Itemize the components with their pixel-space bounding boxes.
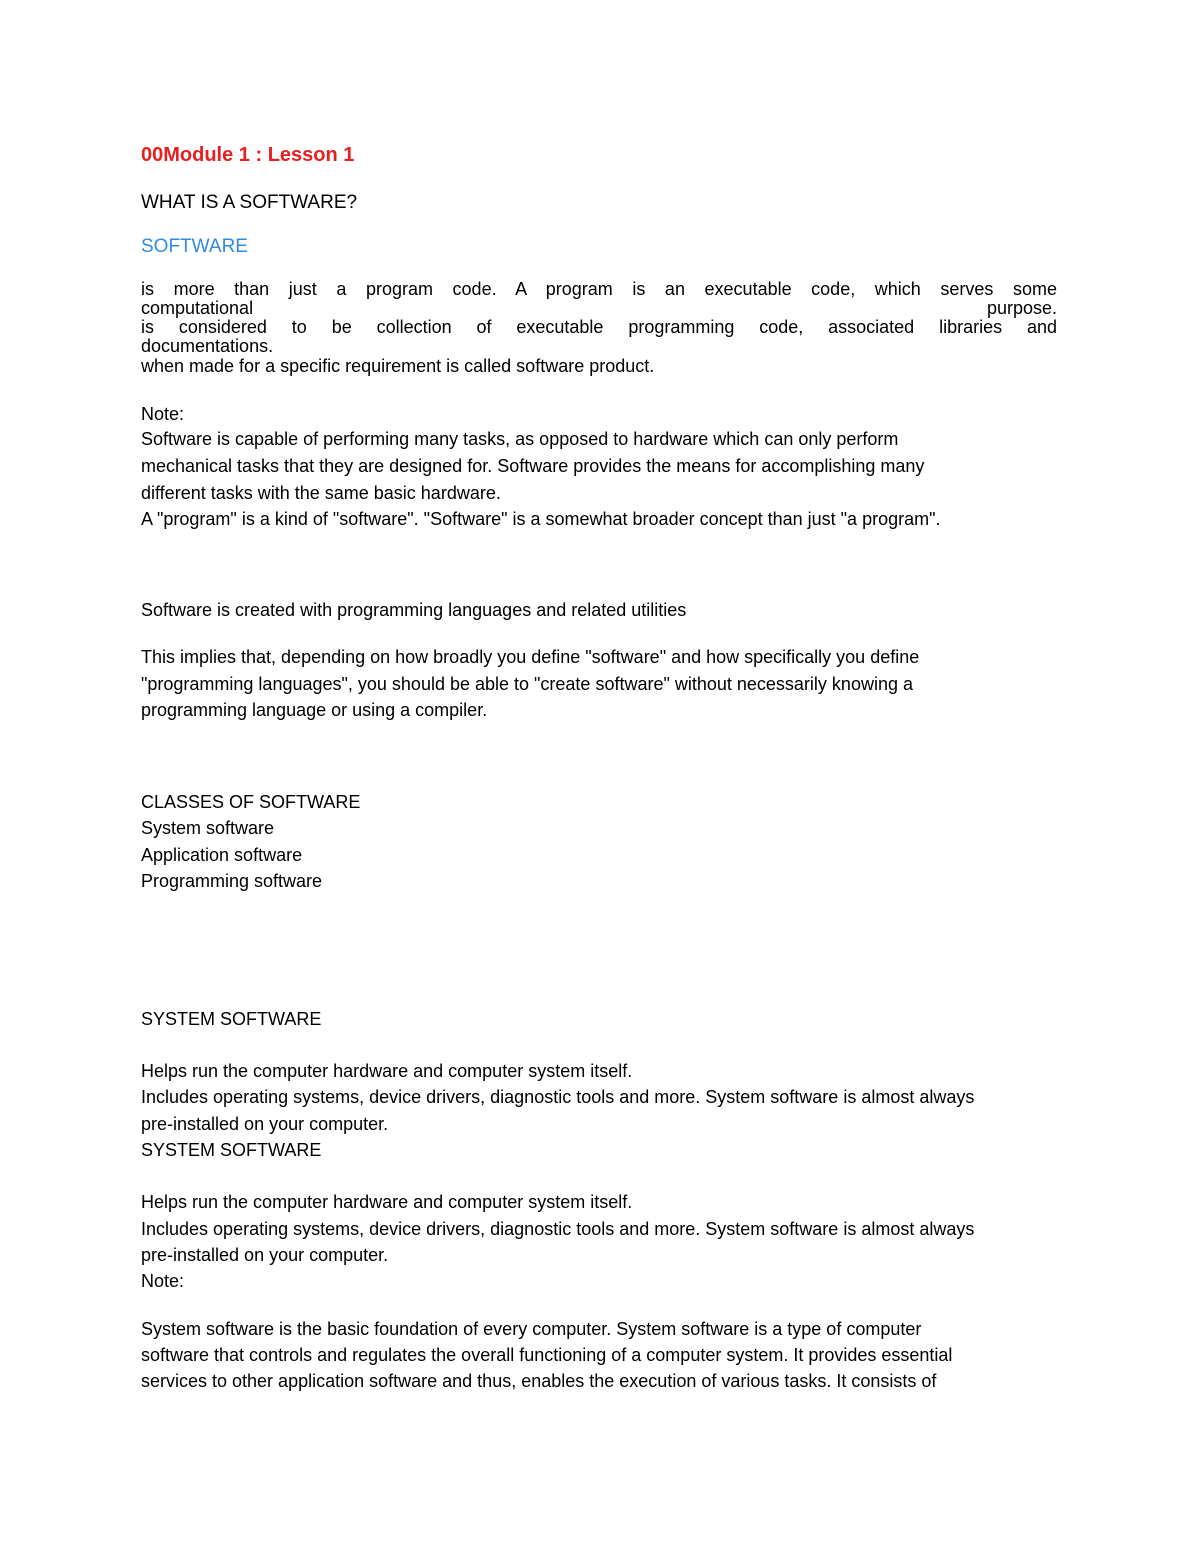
- note-2-label: Note:: [141, 1271, 185, 1291]
- definition-2-line-2: documentations.: [141, 336, 274, 356]
- implies-line-1: This implies that, depending on how broadly you define "software" and how specifically you define: [141, 647, 920, 667]
- system-software-title-repeat: SYSTEM SOFTWARE: [141, 1140, 322, 1160]
- definition-1-line-1: is more than just a program code. A program is an executable code, which serves some: [141, 279, 1057, 299]
- note-1-line-4: A "program" is a kind of "software". "Software" is a somewhat broader concept than just "a program".: [141, 509, 941, 529]
- implies-line-3: programming language or using a compiler.: [141, 700, 488, 720]
- implies-line-2: "programming languages", you should be able to "create software" without necessarily knowing a: [141, 674, 913, 694]
- note-1-label: Note:: [141, 404, 185, 424]
- system-software-line-2: Includes operating systems, device drivers, diagnostic tools and more. System software is almost always: [141, 1087, 975, 1107]
- system-software-repeat-line-3: pre-installed on your computer.: [141, 1245, 389, 1265]
- definition-3: when made for a specific requirement is called software product.: [141, 356, 655, 376]
- class-item: System software: [141, 818, 275, 838]
- page-heading: WHAT IS A SOFTWARE?: [141, 192, 358, 213]
- note-2-line-1: System software is the basic foundation of every computer. System software is a type of computer: [141, 1319, 922, 1339]
- created-text: Software is created with programming languages and related utilities: [141, 600, 687, 620]
- definition-1-line-2-right: purpose.: [986, 298, 1057, 318]
- class-item: Application software: [141, 845, 303, 865]
- definition-2-line-1: is considered to be collection of executable programming code, associated libraries and: [141, 317, 1057, 337]
- software-label: SOFTWARE: [141, 236, 248, 257]
- note-1-line-2: mechanical tasks that they are designed for. Software provides the means for accomplishing many: [141, 456, 925, 476]
- system-software-line-1: Helps run the computer hardware and computer system itself.: [141, 1061, 633, 1081]
- note-2-line-3: services to other application software and thus, enables the execution of various tasks. It consists of: [141, 1371, 937, 1391]
- system-software-repeat-line-2: Includes operating systems, device drivers, diagnostic tools and more. System software is almost always: [141, 1219, 975, 1239]
- note-2-line-2: software that controls and regulates the overall functioning of a computer system. It provides essential: [141, 1345, 953, 1365]
- note-1-line-1: Software is capable of performing many tasks, as opposed to hardware which can only perform: [141, 429, 899, 449]
- classes-title: CLASSES OF SOFTWARE: [141, 792, 361, 812]
- system-software-repeat-line-1: Helps run the computer hardware and computer system itself.: [141, 1192, 633, 1212]
- class-item: Programming software: [141, 871, 323, 891]
- system-software-title: SYSTEM SOFTWARE: [141, 1009, 322, 1029]
- module-title: 00Module 1 : Lesson 1: [141, 144, 355, 166]
- definition-1-line-2-left: computational: [141, 298, 254, 318]
- definition-1-line-2: [141, 298, 1057, 318]
- system-software-line-3: pre-installed on your computer.: [141, 1114, 389, 1134]
- note-1-line-3: different tasks with the same basic hardware.: [141, 483, 501, 503]
